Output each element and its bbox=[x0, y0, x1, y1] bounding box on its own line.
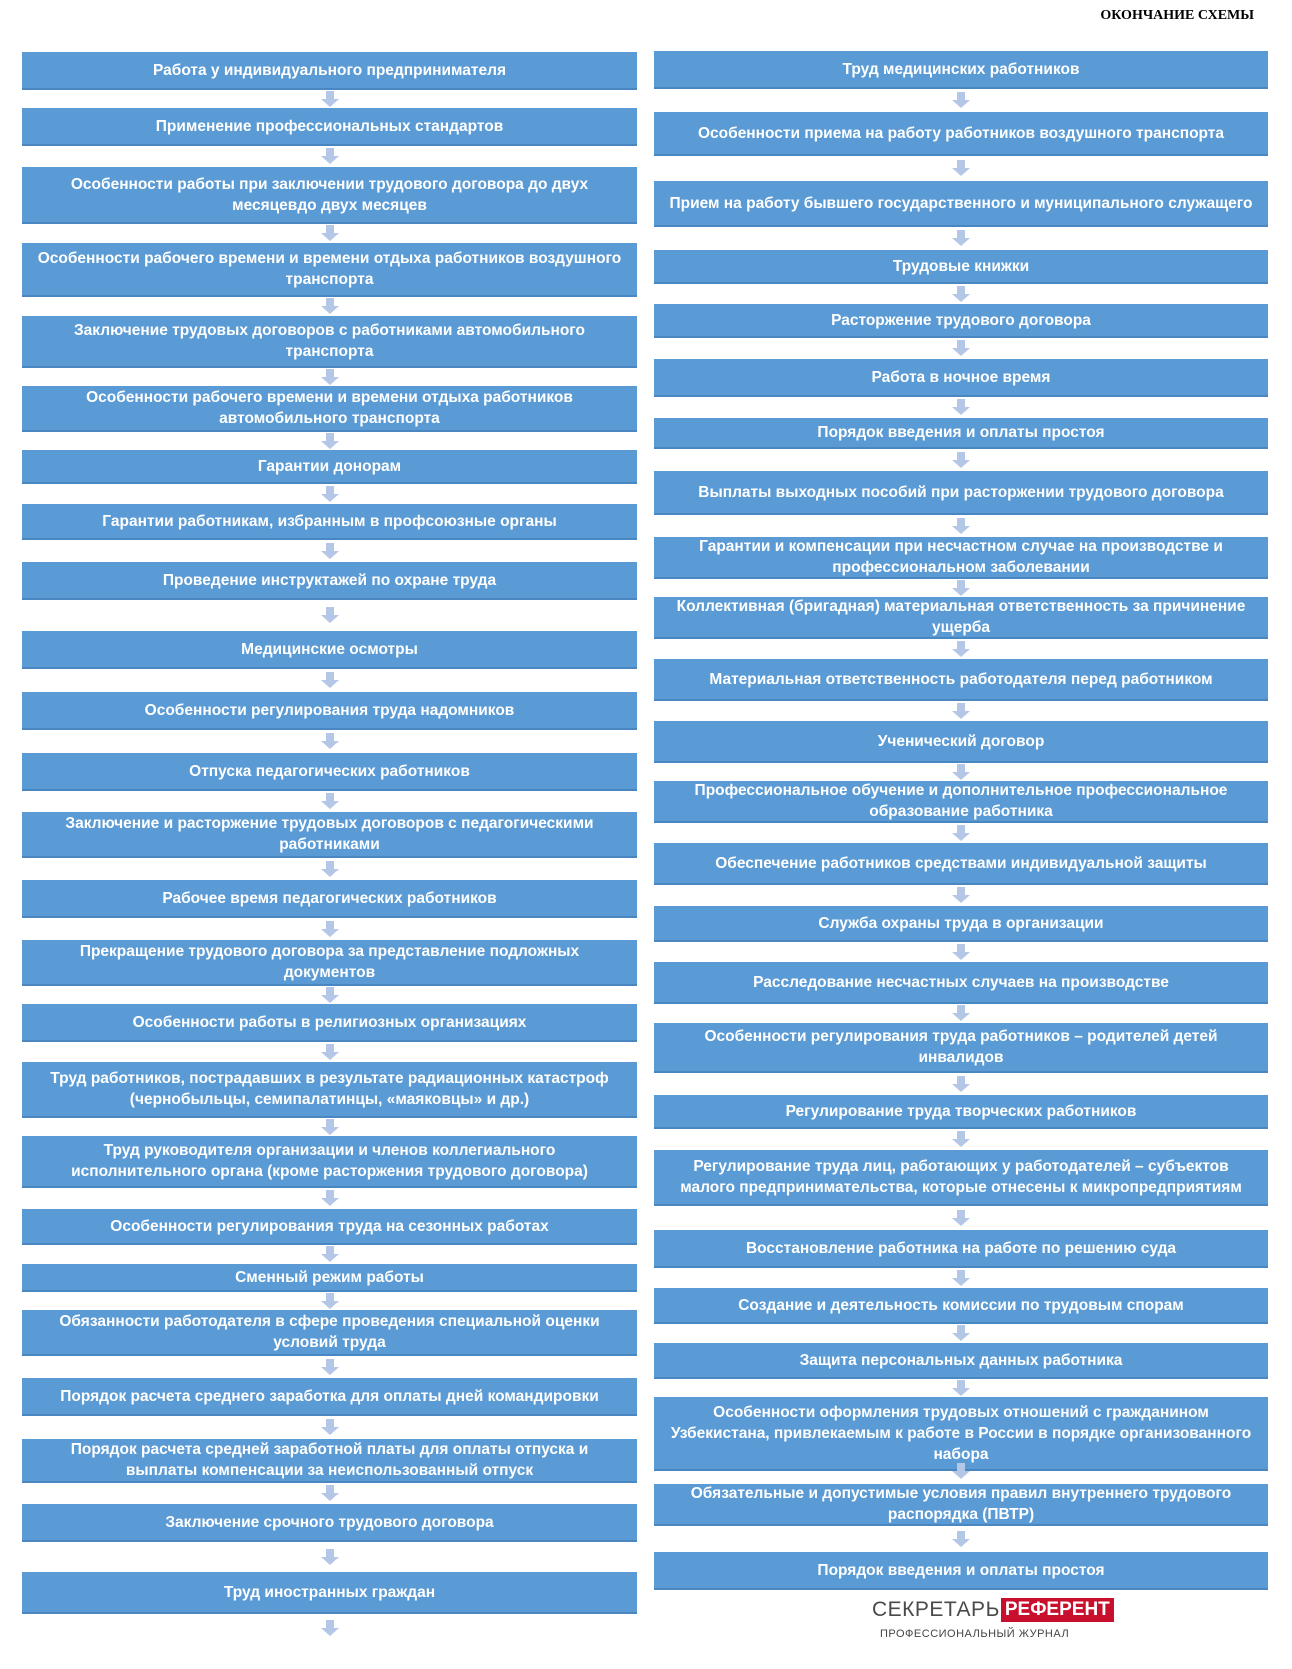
flow-box-right-8: Выплаты выходных пособий при расторжении трудового договора bbox=[654, 471, 1268, 515]
down-arrow-icon bbox=[951, 1380, 971, 1397]
flow-box-left-24: Заключение срочного трудового договора bbox=[22, 1504, 637, 1542]
flow-box-left-8: Гарантии работникам, избранным в профсоюзные органы bbox=[22, 504, 637, 540]
flow-box-left-23: Порядок расчета средней заработной платы для оплаты отпуска и выплаты компенсации за неиспользованный отпуск bbox=[22, 1439, 637, 1483]
down-arrow-icon bbox=[320, 987, 340, 1004]
flow-box-left-18: Труд руководителя организации и членов коллегиального исполнительного органа (кроме расторжения трудового договора) bbox=[22, 1136, 637, 1188]
flow-box-right-13: Профессиональное обучение и дополнительное профессиональное образование работника bbox=[654, 781, 1268, 823]
flow-box-left-2: Применение профессиональных стандартов bbox=[22, 108, 637, 146]
flow-box-right-1: Труд медицинских работников bbox=[654, 51, 1268, 89]
flow-box-left-16: Особенности работы в религиозных организациях bbox=[22, 1004, 637, 1042]
flow-box-left-6: Особенности рабочего времени и времени отдыха работников автомобильного транспорта bbox=[22, 386, 637, 432]
down-arrow-icon bbox=[951, 1005, 971, 1022]
down-arrow-icon bbox=[320, 1419, 340, 1436]
down-arrow-icon bbox=[951, 286, 971, 303]
flow-box-left-14: Рабочее время педагогических работников bbox=[22, 880, 637, 918]
down-arrow-icon bbox=[320, 1293, 340, 1310]
flow-box-right-11: Материальная ответственность работодателя перед работником bbox=[654, 659, 1268, 701]
down-arrow-icon bbox=[951, 1531, 971, 1548]
down-arrow-icon bbox=[951, 764, 971, 781]
flow-box-right-2: Особенности приема на работу работников воздушного транспорта bbox=[654, 112, 1268, 156]
down-arrow-icon bbox=[320, 607, 340, 624]
flow-box-right-7: Порядок введения и оплаты простоя bbox=[654, 418, 1268, 449]
flow-box-right-22: Защита персональных данных работника bbox=[654, 1343, 1268, 1379]
flow-box-right-12: Ученический договор bbox=[654, 721, 1268, 763]
down-arrow-icon bbox=[320, 1620, 340, 1637]
flow-box-right-25: Порядок введения и оплаты простоя bbox=[654, 1552, 1268, 1590]
flow-box-right-20: Восстановление работника на работе по решению суда bbox=[654, 1230, 1268, 1268]
down-arrow-icon bbox=[951, 887, 971, 904]
flow-box-left-21: Обязанности работодателя в сфере проведения специальной оценки условий труда bbox=[22, 1310, 637, 1356]
flow-box-left-1: Работа у индивидуального предпринимателя bbox=[22, 52, 637, 90]
down-arrow-icon bbox=[320, 672, 340, 689]
down-arrow-icon bbox=[320, 148, 340, 165]
publisher-logo bbox=[872, 1598, 1110, 1648]
flow-box-right-4: Трудовые книжки bbox=[654, 250, 1268, 284]
down-arrow-icon bbox=[951, 1270, 971, 1287]
down-arrow-icon bbox=[951, 160, 971, 177]
down-arrow-icon bbox=[320, 1485, 340, 1502]
flow-box-right-5: Расторжение трудового договора bbox=[654, 304, 1268, 338]
down-arrow-icon bbox=[320, 793, 340, 810]
flow-box-right-3: Прием на работу бывшего государственного и муниципального служащего bbox=[654, 181, 1268, 227]
flow-box-left-9: Проведение инструктажей по охране труда bbox=[22, 562, 637, 600]
down-arrow-icon bbox=[320, 1190, 340, 1207]
down-arrow-icon bbox=[951, 518, 971, 535]
down-arrow-icon bbox=[320, 1549, 340, 1566]
down-arrow-icon bbox=[320, 1044, 340, 1061]
flow-box-left-17: Труд работников, пострадавших в результате радиационных катастроф (чернобыльцы, семипалатинцы, «маяковцы» и др.) bbox=[22, 1062, 637, 1118]
logo-text-right: РЕФЕРЕНТ bbox=[1001, 1598, 1114, 1622]
down-arrow-icon bbox=[320, 1246, 340, 1263]
flow-box-left-12: Отпуска педагогических работников bbox=[22, 753, 637, 791]
flow-box-right-21: Создание и деятельность комиссии по трудовым спорам bbox=[654, 1288, 1268, 1324]
flow-box-left-15: Прекращение трудового договора за представление подложных документов bbox=[22, 940, 637, 986]
down-arrow-icon bbox=[951, 825, 971, 842]
flow-box-left-5: Заключение трудовых договоров с работниками автомобильного транспорта bbox=[22, 316, 637, 368]
down-arrow-icon bbox=[951, 452, 971, 469]
diagram-header: ОКОНЧАНИЕ СХЕМЫ bbox=[1100, 8, 1254, 23]
flow-box-right-18: Регулирование труда творческих работников bbox=[654, 1095, 1268, 1129]
down-arrow-icon bbox=[320, 433, 340, 450]
down-arrow-icon bbox=[951, 230, 971, 247]
flow-box-left-22: Порядок расчета среднего заработка для оплаты дней командировки bbox=[22, 1378, 637, 1416]
down-arrow-icon bbox=[951, 641, 971, 658]
flow-box-left-11: Особенности регулирования труда надомников bbox=[22, 692, 637, 730]
down-arrow-icon bbox=[320, 91, 340, 108]
down-arrow-icon bbox=[951, 340, 971, 357]
flow-box-left-19: Особенности регулирования труда на сезонных работах bbox=[22, 1209, 637, 1245]
down-arrow-icon bbox=[951, 92, 971, 109]
down-arrow-icon bbox=[320, 486, 340, 503]
down-arrow-icon bbox=[320, 733, 340, 750]
down-arrow-icon bbox=[320, 861, 340, 878]
down-arrow-icon bbox=[951, 580, 971, 597]
flow-box-left-13: Заключение и расторжение трудовых договоров с педагогическими работниками bbox=[22, 812, 637, 858]
down-arrow-icon bbox=[951, 703, 971, 720]
down-arrow-icon bbox=[320, 921, 340, 938]
flow-box-left-4: Особенности рабочего времени и времени отдыха работников воздушного транспорта bbox=[22, 243, 637, 297]
flow-box-right-6: Работа в ночное время bbox=[654, 359, 1268, 397]
logo-subtitle: ПРОФЕССИОНАЛЬНЫЙ ЖУРНАЛ bbox=[880, 1628, 1070, 1640]
down-arrow-icon bbox=[951, 1463, 971, 1480]
flow-box-left-20: Сменный режим работы bbox=[22, 1264, 637, 1292]
down-arrow-icon bbox=[320, 1359, 340, 1376]
down-arrow-icon bbox=[320, 369, 340, 386]
down-arrow-icon bbox=[320, 543, 340, 560]
flow-box-left-3: Особенности работы при заключении трудового договора до двух месяцевдо двух месяцев bbox=[22, 167, 637, 224]
down-arrow-icon bbox=[951, 1325, 971, 1342]
down-arrow-icon bbox=[320, 298, 340, 315]
down-arrow-icon bbox=[320, 1119, 340, 1136]
flow-box-right-24: Обязательные и допустимые условия правил внутреннего трудового распорядка (ПВТР) bbox=[654, 1484, 1268, 1526]
flow-box-right-19: Регулирование труда лиц, работающих у работодателей – субъектов малого предпринимательства, которые отнесены к микропредприятиям bbox=[654, 1150, 1268, 1206]
logo-text-left: СЕКРЕТАРЬ bbox=[872, 1598, 1000, 1621]
flow-box-left-25: Труд иностранных граждан bbox=[22, 1572, 637, 1614]
flow-box-right-14: Обеспечение работников средствами индивидуальной защиты bbox=[654, 843, 1268, 885]
flow-box-right-17: Особенности регулирования труда работников – родителей детей инвалидов bbox=[654, 1023, 1268, 1073]
flow-box-right-10: Коллективная (бригадная) материальная ответственность за причинение ущерба bbox=[654, 597, 1268, 639]
down-arrow-icon bbox=[951, 1076, 971, 1093]
down-arrow-icon bbox=[951, 1131, 971, 1148]
flow-box-right-15: Служба охраны труда в организации bbox=[654, 906, 1268, 942]
flow-box-right-16: Расследование несчастных случаев на производстве bbox=[654, 962, 1268, 1004]
down-arrow-icon bbox=[951, 944, 971, 961]
flow-box-right-23: Особенности оформления трудовых отношений с гражданином Узбекистана, привлекаемым к работе в России в порядке организованного набора bbox=[654, 1397, 1268, 1471]
down-arrow-icon bbox=[951, 399, 971, 416]
down-arrow-icon bbox=[951, 1210, 971, 1227]
flow-box-right-9: Гарантии и компенсации при несчастном случае на производстве и профессиональном заболевании bbox=[654, 537, 1268, 579]
down-arrow-icon bbox=[320, 225, 340, 242]
flow-box-left-10: Медицинские осмотры bbox=[22, 631, 637, 669]
flow-box-left-7: Гарантии донорам bbox=[22, 450, 637, 484]
